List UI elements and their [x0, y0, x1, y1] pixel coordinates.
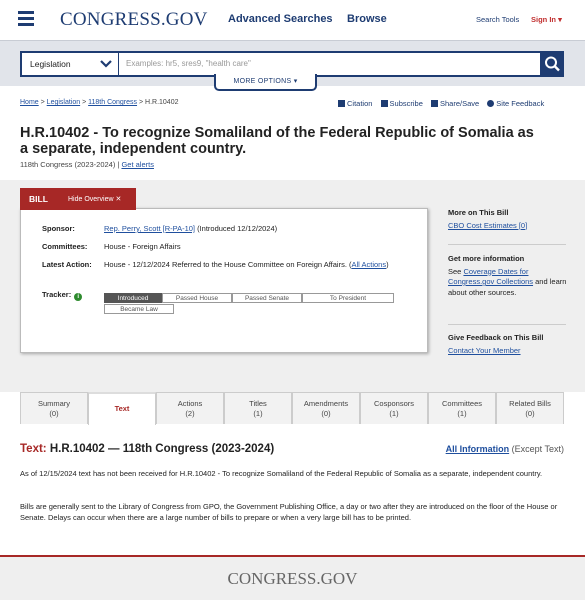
latest-action-close: ) [386, 260, 389, 269]
breadcrumb-sep: > [137, 99, 146, 106]
feedback-label: Site Feedback [496, 99, 545, 108]
divider: | [115, 160, 122, 169]
breadcrumb-sep: > [38, 99, 47, 106]
latest-action-text: House - 12/12/2024 Referred to the House Committee on Foreign Affairs. ( [104, 260, 352, 269]
tracker-step-passed-house: Passed House [162, 293, 232, 303]
give-feedback [448, 333, 568, 356]
subscribe-icon [381, 100, 388, 107]
more-options-button[interactable]: MORE OPTIONS ▾ [214, 74, 317, 91]
menu-icon[interactable] [18, 11, 34, 25]
more-info-text [448, 267, 568, 299]
text-heading: H.R.10402 — 118th Congress (2023-2024) [46, 443, 275, 455]
cbo-link[interactable]: CBO Cost Estimates [0] [448, 220, 528, 230]
divider [448, 324, 566, 325]
divider [448, 244, 566, 245]
more-on-bill-heading: More on This Bill [448, 208, 509, 217]
sponsor-label: Sponsor: [42, 224, 75, 233]
tab-cosponsors[interactable] [360, 392, 428, 424]
see-text: See [448, 266, 464, 276]
tab-summary[interactable] [20, 392, 88, 424]
tab-label: Text [114, 404, 130, 413]
share-icon [431, 100, 438, 107]
breadcrumb-sep: > [80, 99, 89, 106]
congress-line [20, 160, 154, 169]
chevron-down-icon [100, 56, 112, 72]
all-actions-link[interactable]: All Actions [351, 260, 387, 269]
tab-titles[interactable] [224, 392, 292, 424]
text-status-paragraph: As of 12/15/2024 text has not been received for H.R.10402 - To recognize Somaliland of the Federal Republic of Somalia as a separate, independent country. [20, 469, 543, 478]
learn-text: and learn about other sources. [448, 277, 567, 297]
page-tools [338, 99, 550, 108]
feedback-icon [487, 100, 494, 107]
hide-overview-button[interactable]: Hide Overview ✕ [68, 196, 122, 203]
tab-label: Actions [177, 399, 203, 408]
more-on-bill [448, 208, 568, 231]
tab-label: Committees [441, 399, 482, 408]
tracker-label-text: Tracker: [42, 290, 72, 299]
text-prefix: Text: [20, 443, 47, 455]
search-tools-link[interactable]: Search Tools [476, 15, 520, 24]
contact-member-link[interactable]: Contact Your Member [448, 345, 521, 355]
breadcrumb-legislation[interactable]: Legislation [46, 99, 81, 106]
tab-count: (0) [321, 409, 331, 418]
search-input[interactable]: Examples: hr5, sres9, "health care" [126, 59, 251, 68]
breadcrumb-current: H.R.10402 [145, 99, 179, 106]
tracker-step-passed-senate: Passed Senate [232, 293, 302, 303]
tab-count: (0) [49, 409, 59, 418]
sponsor-intro: (Introduced 12/12/2024) [195, 224, 278, 233]
page-title: H.R.10402 - To recognize Somaliland of the Federal Republic of Somalia as a separate, independent country. [20, 125, 534, 157]
tracker-step-to-president: To President [302, 293, 394, 303]
tab-count: (1) [457, 409, 467, 418]
tab-label: Related Bills [509, 399, 551, 408]
breadcrumb-congress[interactable]: 118th Congress [88, 99, 138, 106]
site-logo[interactable]: CONGRESS.GOV [60, 9, 208, 30]
sponsor-link[interactable]: Rep. Perry, Scott [R-PA-10] [104, 224, 195, 233]
share-label: Share/Save [439, 99, 480, 108]
tab-count: (2) [185, 409, 195, 418]
nav-browse[interactable]: Browse [347, 13, 387, 25]
bill-tab-label: BILL [29, 194, 48, 204]
sign-in-link[interactable]: Sign In ▾ [531, 15, 562, 24]
search-icon [540, 51, 564, 77]
search-scope-select[interactable] [22, 53, 119, 75]
tracker-step-became-law: Became Law [104, 304, 174, 314]
breadcrumb-home[interactable]: Home [20, 99, 39, 106]
tab-label: Amendments [303, 399, 349, 408]
committees-label: Committees: [42, 242, 88, 251]
get-alerts-link[interactable]: Get alerts [121, 160, 154, 169]
more-info-heading: Get more information [448, 254, 525, 263]
feedback-tool[interactable] [487, 99, 544, 108]
subscribe-tool[interactable] [381, 99, 423, 108]
info-icon[interactable]: i [74, 293, 82, 301]
tab-text[interactable] [88, 392, 156, 425]
committees-value: House - Foreign Affairs [104, 242, 181, 251]
subscribe-label: Subscribe [389, 99, 423, 108]
get-more-info [448, 254, 568, 298]
tab-actions[interactable] [156, 392, 224, 424]
search-button[interactable] [540, 51, 564, 77]
overview-card [20, 208, 428, 353]
tab-count: (1) [253, 409, 263, 418]
citation-label: Citation [347, 99, 373, 108]
tracker-step-introduced: Introduced [104, 293, 162, 303]
tab-label: Summary [37, 399, 71, 408]
latest-action-label: Latest Action: [42, 260, 92, 269]
all-information-link[interactable]: All Information [445, 444, 510, 454]
share-tool[interactable] [431, 99, 479, 108]
all-information [446, 444, 564, 454]
nav-advanced-searches[interactable]: Advanced Searches [228, 13, 333, 25]
tab-count: (1) [389, 409, 399, 418]
site-footer [0, 557, 585, 600]
sponsor-value [104, 224, 404, 235]
site-header [0, 0, 585, 40]
tab-related-bills[interactable] [496, 392, 564, 424]
feedback-heading: Give Feedback on This Bill [448, 333, 544, 342]
tracker-label [42, 290, 82, 301]
tab-amendments[interactable] [292, 392, 360, 424]
tab-label: Cosponsors [373, 399, 415, 408]
coverage-dates-link[interactable]: Coverage Dates for Congress.gov Collections [448, 266, 534, 286]
congress-session: 118th Congress (2023-2024) [20, 160, 116, 169]
latest-action-value [104, 260, 404, 271]
text-section-heading [20, 443, 274, 455]
text-explanation-paragraph: Bills are generally sent to the Library of Congress from GPO, the Government Publishing Office, a day or two after they are introduced on the floor of the House or Senate. Delays can occur when there are a large number of bills to prepare or when a very large bill has to be printed. [20, 502, 558, 522]
citation-tool[interactable] [338, 99, 372, 108]
bill-tabs [20, 392, 564, 424]
search-scope-value: Legislation [30, 59, 71, 69]
breadcrumb [20, 99, 178, 106]
citation-icon [338, 100, 345, 107]
bill-overview-tab [20, 188, 136, 210]
footer-logo[interactable]: CONGRESS.GOV [227, 569, 358, 588]
tab-label: Titles [249, 399, 267, 408]
tab-committees[interactable] [428, 392, 496, 424]
except-text: (Except Text) [509, 444, 564, 454]
tab-count: (0) [525, 409, 535, 418]
